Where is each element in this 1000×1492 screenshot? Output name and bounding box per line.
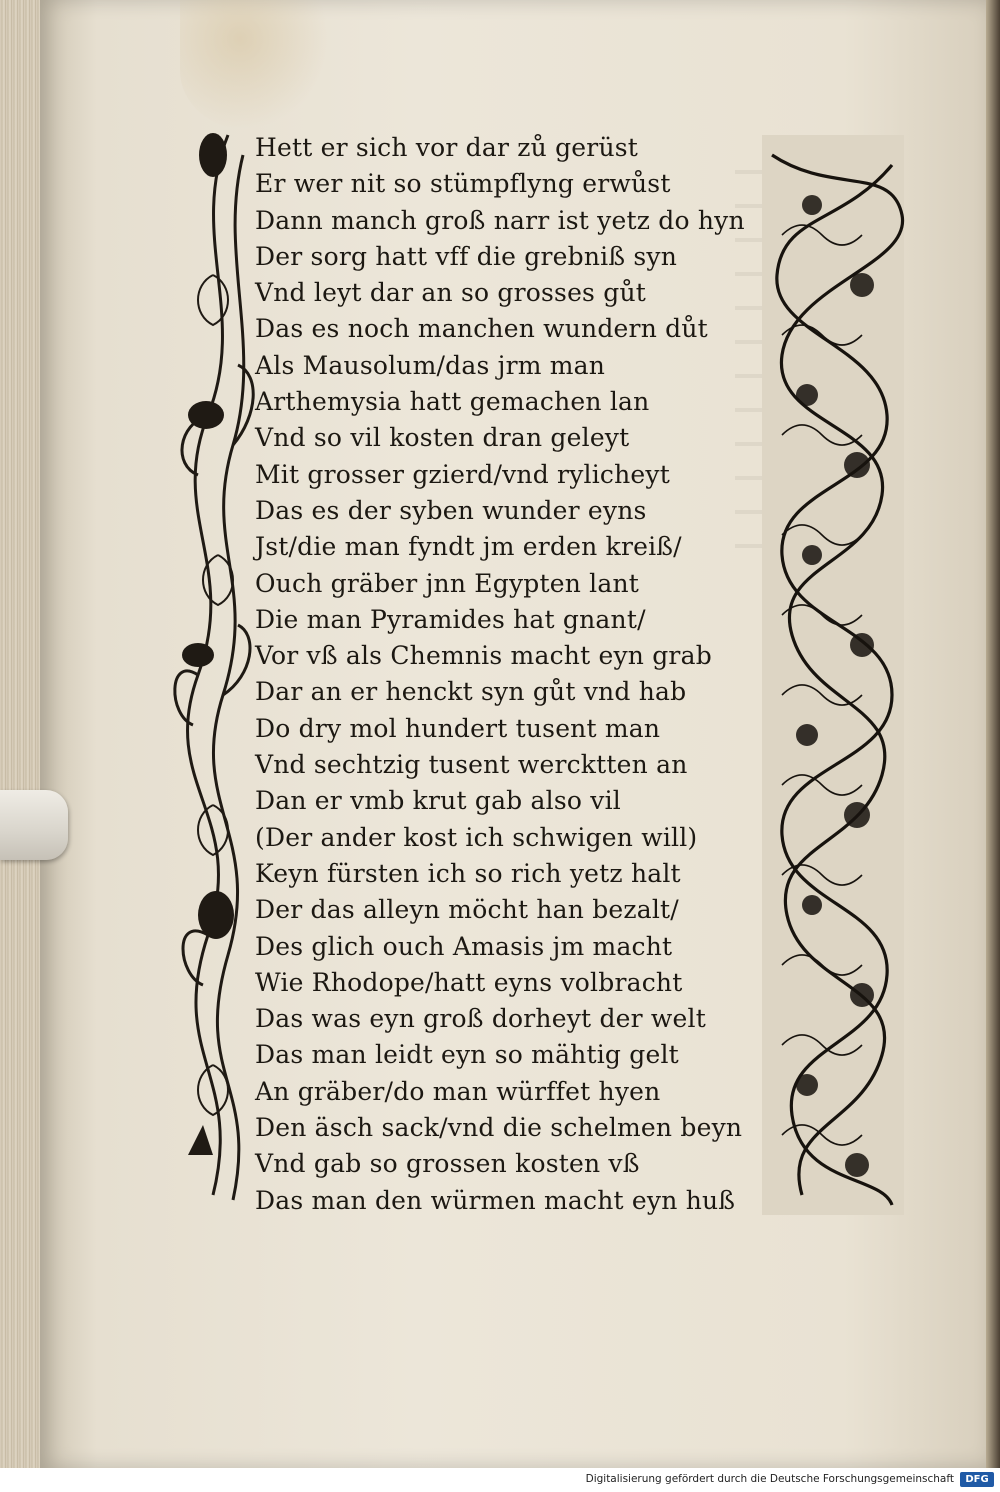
woodcut-ornament-border-right [752, 135, 914, 1215]
verse-line: Als Mausolum/das jrm man [255, 350, 606, 380]
dfg-logo: DFG [960, 1472, 994, 1487]
verse-line: Der sorg hatt vff die grebniß syn [255, 241, 678, 271]
verse-line: Wie Rhodope/hatt eyns volbracht [255, 967, 683, 997]
verse-line: An gräber/do man würffet hyen [255, 1076, 661, 1106]
verse-text-block [255, 130, 755, 1219]
verse-line: (Der ander kost ich schwigen will) [255, 822, 698, 852]
verse-line: Ouch gräber jnn Egypten lant [255, 568, 640, 598]
book-right-edge [986, 0, 1000, 1468]
verse-line: Das man den würmen macht eyn huß [255, 1185, 736, 1215]
verse-line: Vnd leyt dar an so grosses gůt [255, 278, 646, 308]
verse-line: Das man leidt eyn so mähtig gelt [255, 1040, 679, 1070]
verse-line: Keyn fürsten ich so rich yetz halt [255, 858, 681, 888]
verse-line: Das was eyn groß dorheyt der welt [255, 1004, 706, 1034]
verse-line: Jst/die man fyndt jm erden kreiß/ [255, 532, 682, 562]
verse-line: Er wer nit so stümpflyng erwůst [255, 169, 671, 199]
verse-line: Vnd so vil kosten dran geleyt [255, 423, 630, 453]
verse-line: Des glich ouch Amasis jm macht [255, 931, 673, 961]
funding-credit: Digitalisierung gefördert durch die Deutsche Forschungsgemeinschaft [585, 1473, 954, 1485]
verse-line: Arthemysia hatt gemachen lan [255, 387, 650, 417]
verse-line: Dar an er henckt syn gůt vnd hab [255, 677, 687, 707]
verse-line: Der das alleyn möcht han bezalt/ [255, 895, 679, 925]
verse-line: Das es der syben wunder eyns [255, 495, 647, 525]
verse-line: Do dry mol hundert tusent man [255, 713, 661, 743]
footer-bar [0, 1468, 1000, 1492]
verse-line: Vnd gab so grossen kosten vß [255, 1149, 640, 1179]
verse-line: Den äsch sack/vnd die schelmen beyn [255, 1113, 743, 1143]
woodcut-vine-border-left [168, 115, 260, 1210]
verse-line: Dann manch groß narr ist yetz do hyn [255, 205, 745, 235]
verse-line: Mit grosser gzierd/vnd rylicheyt [255, 459, 670, 489]
page-clip [0, 790, 68, 860]
water-stain [180, 0, 330, 130]
verse-line: Vor vß als Chemnis macht eyn grab [255, 641, 712, 671]
verse-line: Hett er sich vor dar zů gerüst [255, 133, 639, 162]
verse-line: Die man Pyramides hat gnant/ [255, 604, 646, 634]
verse-line: Vnd sechtzig tusent wercktten an [255, 750, 688, 780]
verse-line: Das es noch manchen wundern důt [255, 314, 708, 344]
verse-line: Dan er vmb krut gab also vil [255, 786, 621, 816]
